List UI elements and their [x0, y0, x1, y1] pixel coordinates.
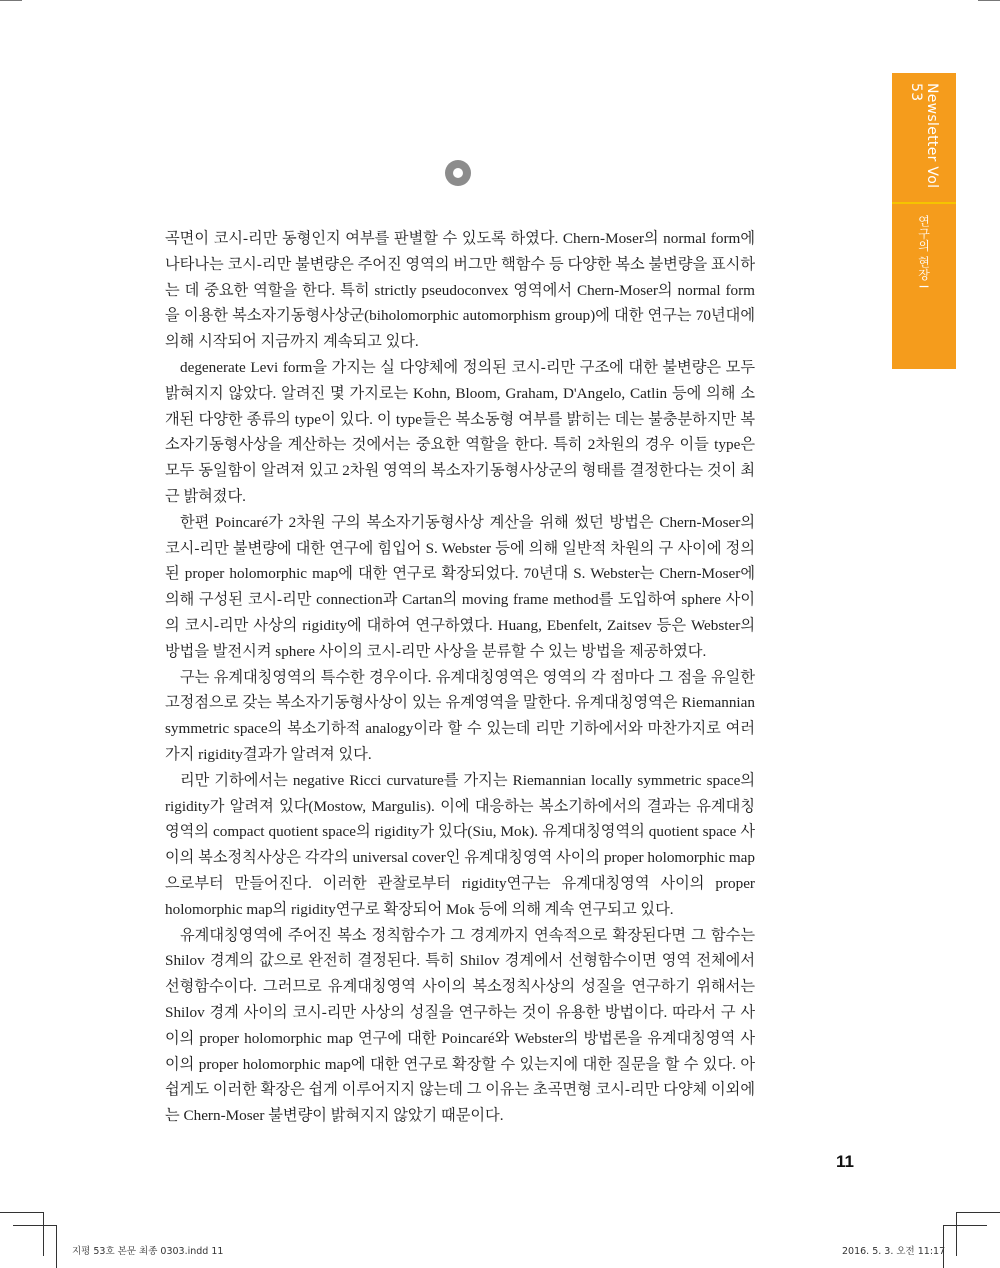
crop-mark-top-right — [978, 0, 1000, 1]
paragraph: 리만 기하에서는 negative Ricci curvature를 가지는 Riemannian locally symmetric space의 rigidity가 알려져 있다(Mostow, Margulis). 이에 대응하는 복소기하에서의 결과는 유계대칭영역의 compact quotient space의 rigidity가 있다(Siu, Mok). 유계대칭영역의 quotient space 사이의 복소정칙사상은 각각의 universal cover인 유계대칭영역 사이의 proper holomorphic map으로부터 만들어진다. 이러한 관찰로부터 rigidity연구는 유계대칭영역 사이의 proper holomorphic map의 rigidity연구로 확장되어 Mok 등에 의해 계속 연구되고 있다. — [165, 771, 755, 918]
crop-mark-top-left — [0, 0, 22, 1]
paragraph: 구는 유계대칭영역의 특수한 경우이다. 유계대칭영역은 영역의 각 점마다 그 점을 유일한 고정점으로 갖는 복소자기동형사상이 있는 유계영역을 말한다. 유계대칭영역은 Riemannian symmetric space의 복소기하적 analogy이라 할 수 있는데 리만 기하에서와 마찬가지로 여러 가지 rigidity결과가 알려져 있다. — [165, 668, 755, 763]
print-slug-timestamp: 2016. 5. 3. 오전 11:17 — [842, 1246, 946, 1257]
print-slug-filename: 지평 53호 본문 최종 0303.indd 11 — [72, 1246, 224, 1257]
ring-icon — [445, 160, 471, 186]
paragraph: 곡면이 코시-리만 동형인지 여부를 판별할 수 있도록 하였다. Chern-Moser의 normal form에 나타나는 코시-리만 불변량은 주어진 영역의 버그만 핵함수 등 다양한 복소 불변량을 표시하는 데 중요한 역할을 한다. 특히 strictly pseudoconvex 영역에서 Chern-Moser의 normal form을 이용한 복소자기동형사상군(biholomorphic automorphism group)에 대한 연구는 70년대에 의해 시작되어 지금까지 계속되고 있다. — [165, 230, 755, 351]
article-body — [165, 226, 755, 1129]
section-label: 연구의 현장 I — [916, 215, 931, 289]
crop-mark-bottom-left-h1 — [0, 1212, 43, 1213]
tab-divider — [892, 202, 956, 204]
crop-mark-bottom-left-h2 — [13, 1225, 56, 1226]
crop-mark-bottom-right-h1 — [956, 1212, 1000, 1213]
crop-mark-bottom-left-v2 — [56, 1225, 57, 1268]
crop-mark-bottom-right-v1 — [956, 1212, 957, 1256]
newsletter-volume-label: Newsletter Vol 53 — [908, 83, 940, 189]
paragraph: 한편 Poincaré가 2차원 구의 복소자기동형사상 계산을 위해 썼던 방법은 Chern-Moser의 코시-리만 불변량에 대한 연구에 힘입어 S. Webster 등에 의해 일반적 차원의 구 사이에 정의된 proper holomorphic map에 대한 연구로 확장되었다. 70년대 S. Webster는 Chern-Moser에 의해 구성된 코시-리만 connection과 Cartan의 moving frame method를 도입하여 sphere 사이의 코시-리만 사상의 rigidity에 대하여 연구하였다. Huang, Ebenfelt, Zaitsev 등은 Webster의 방법을 발전시켜 sphere 사이의 코시-리만 사상을 분류할 수 있는 방법을 제공하였다. — [165, 513, 755, 660]
section-side-tab — [892, 73, 956, 369]
paragraph: degenerate Levi form을 가지는 실 다양체에 정의된 코시-리만 구조에 대한 불변량은 모두 밝혀지지 않았다. 알려진 몇 가지로는 Kohn, Bloom, Graham, D'Angelo, Catlin 등에 의해 소개된 다양한 종류의 type이 있다. 이 type들은 복소동형 여부를 밝히는 데는 불충분하지만 복소자기동형사상을 계산하는 것에서는 중요한 역할을 한다. 특히 2차원의 경우 이들 type은 모두 동일함이 알려져 있고 2차원 영역의 복소자기동형사상군의 형태를 결정한다는 것이 최근 밝혀졌다. — [165, 358, 755, 505]
paragraph: 유계대칭영역에 주어진 복소 정칙함수가 그 경계까지 연속적으로 확장된다면 그 함수는 Shilov 경계의 값으로 완전히 결정된다. 특히 Shilov 경계에서 선형함수이면 영역 전체에서 선형함수이다. 그러므로 유계대칭영역 사이의 복소정칙사상의 성질을 연구하기 위해서는 Shilov 경계 사이의 코시-리만 사상의 성질을 연구하는 것이 유용한 방법이다. 따라서 구 사이의 proper holomorphic map 연구에 대한 Poincaré와 Webster의 방법론을 유계대칭영역 사이의 proper holomorphic map에 대한 연구로 확장할 수 있는지에 대한 질문을 할 수 있다. 아쉽게도 이러한 확장은 쉽게 이루어지지 않는데 그 이유는 초곡면형 코시-리만 다양체 이외에는 Chern-Moser 불변량이 밝혀지지 않았기 때문이다. — [165, 926, 755, 1125]
crop-mark-bottom-left-v1 — [43, 1212, 44, 1256]
page-number: 11 — [836, 1152, 854, 1171]
crop-mark-bottom-right-h2 — [943, 1225, 987, 1226]
